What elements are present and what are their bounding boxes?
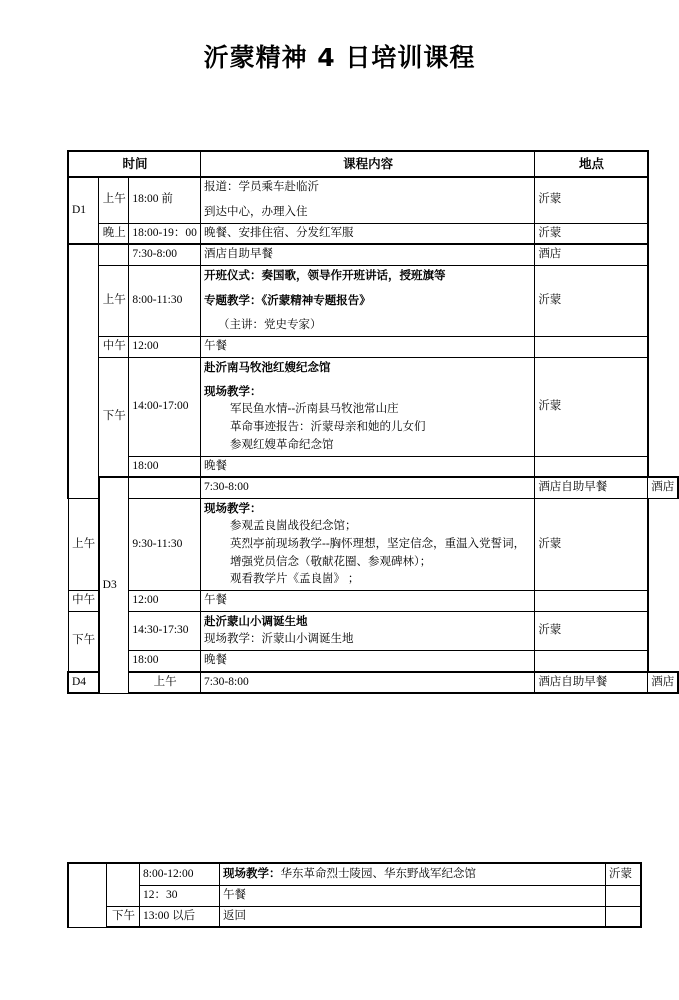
day-label-d1: D1 [68,177,99,244]
day-label-d4: D4 [68,672,99,694]
time-cell: 14:30-17:30 [129,612,201,651]
content-spacer [204,310,532,317]
location-cell: 沂蒙 [535,223,648,244]
table-row [68,357,678,456]
location-cell: 沂蒙 [535,612,648,651]
content-line [223,865,603,884]
header-content: 课程内容 [200,151,534,177]
content-line: 晚餐 [203,459,227,472]
table-row [68,672,678,694]
period-label [99,244,129,265]
day-label-d2 [68,244,99,498]
content-line: 军民鱼水情--沂南县马牧池常山庄 [229,403,399,416]
content-spacer [204,197,532,204]
time-cell: 14:00-17:00 [129,357,201,456]
content-cell [535,477,648,498]
content-cell [200,456,534,477]
content-line: 专题教学：《沂蒙精神专题报告》 [203,293,371,308]
content-line-rest: 华东革命烈士陵园、华东野战军纪念馆 [280,868,476,880]
time-cell: 18:00-19：00 [129,223,201,244]
location-cell: 酒店 [535,244,648,265]
time-cell: 18:00 [129,456,201,477]
content-line: 开班仪式：奏国歌，领导作开班讲话，授班旗等 [203,268,446,283]
location-cell: 沂蒙 [535,357,648,456]
content-line: 赴沂蒙山小调诞生地 [203,614,308,629]
content-cell [200,244,534,265]
location-cell [535,650,648,671]
content-cell [200,591,534,612]
table-header-row [68,151,678,177]
content-line: 观看教学片《孟良崮》 ； [229,573,360,586]
content-cell [200,266,534,336]
location-cell [606,906,642,927]
location-cell [535,591,648,612]
table-row [68,477,678,498]
content-cell [200,223,534,244]
time-cell: 18:00 [129,650,201,671]
content-line: 革命事迹报告：沂蒙母亲和她的儿女们 [229,420,426,433]
content-line: 到达中心，办理入住 [203,205,308,218]
location-cell [535,456,648,477]
content-line: 现场教学： [203,501,262,516]
content-cell [220,906,606,927]
table-row [68,591,678,612]
location-cell: 沂蒙 [606,863,642,885]
content-line: 午餐 [223,888,246,901]
content-cell [200,499,534,591]
table-row [68,223,678,244]
location-cell: 沂蒙 [535,266,648,336]
table-row [68,336,678,357]
content-line: 午餐 [203,594,227,607]
time-cell: 18:00 前 [129,177,201,223]
content-line: 酒店自助早餐 [538,481,608,494]
content-cell [200,177,534,223]
content-line: 酒店自助早餐 [203,248,273,261]
table-row [68,244,678,265]
content-line: 晚餐、安排住宿、分发红军服 [203,226,354,239]
period-label: 上午 [99,177,129,223]
content-line: 赴沂南马牧池红嫂纪念馆 [203,359,331,374]
table-row [68,863,641,885]
table-row [68,906,641,927]
table-row [68,499,678,591]
content-line: 现场教学： [203,384,262,399]
table-row [68,885,641,906]
content-cell [200,357,534,456]
content-line: 返回 [223,909,246,922]
location-cell [535,336,648,357]
content-line: 午餐 [203,339,227,352]
time-cell: 7:30-8:00 [200,477,534,498]
location-cell: 沂蒙 [535,499,648,591]
period-label [107,863,140,906]
header-location: 地点 [535,151,648,177]
content-line: 增强党员信念（敬献花圈、参观碑林）； [229,555,432,568]
time-cell: 8:00-11:30 [129,266,201,336]
period-label: 上午 [99,266,129,336]
location-cell: 酒店 [648,672,678,694]
period-label: 中午 [68,591,99,612]
period-label: 中午 [99,336,129,357]
content-line: 现场教学：沂蒙山小调诞生地 [203,632,354,645]
table-row [68,177,678,223]
time-cell: 7:30-8:00 [200,672,534,694]
time-cell: 12:00 [129,336,201,357]
content-cell [200,336,534,357]
period-label: 下午 [99,357,129,477]
time-cell: 8:00-12:00 [140,863,220,885]
time-cell: 7:30-8:00 [129,244,201,265]
table-row [68,612,678,651]
period-label: 晚上 [99,223,129,244]
schedule-table-continued [67,862,642,928]
content-cell [200,650,534,671]
time-cell: 12:00 [129,591,201,612]
time-cell: 9:30-11:30 [129,499,201,591]
period-label: 下午 [107,906,140,927]
page-title: 沂蒙精神 4 日培训课程 [203,43,476,72]
time-cell: 13:00 以后 [140,906,220,927]
location-cell: 酒店 [648,477,678,498]
content-cell [535,672,648,694]
content-spacer [204,376,532,383]
location-cell: 沂蒙 [535,177,648,223]
period-label: 下午 [68,612,99,672]
day-label-blank [68,863,107,927]
period-label [129,477,201,498]
schedule-table-main [67,150,679,694]
content-line: 英烈亭前现场教学--胸怀理想，坚定信念，重温入党誓词， [229,537,526,550]
header-time: 时间 [68,151,200,177]
location-cell [606,885,642,906]
period-label: 上午 [68,499,99,591]
content-line-bold: 现场教学： [223,866,281,880]
content-line: 参观孟良崮战役纪念馆； [229,520,357,532]
content-line: 参观红嫂革命纪念馆 [229,438,334,451]
content-cell [220,863,606,885]
day-label-d3: D3 [99,477,129,693]
content-cell [220,885,606,906]
content-cell [200,612,534,651]
period-label: 上午 [129,672,201,694]
time-cell: 12：30 [140,885,220,906]
table-row [68,266,678,336]
content-line: 酒店自助早餐 [538,675,608,688]
content-line: 报道：学员乘车赴临沂 [203,181,319,193]
table-row [68,650,678,671]
content-spacer [204,285,532,292]
table-row [68,456,678,477]
content-line: （主讲：党史专家） [217,318,322,331]
content-line: 晚餐 [203,653,227,666]
